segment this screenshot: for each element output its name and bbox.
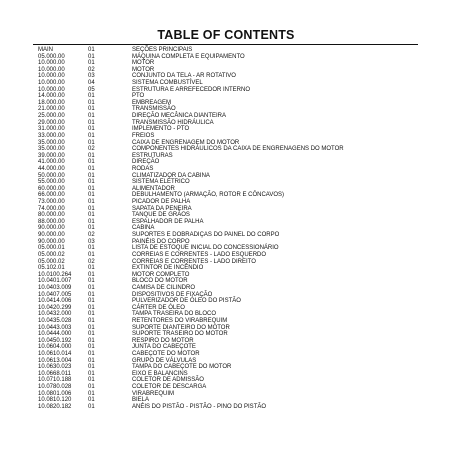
toc-row[interactable] bbox=[0, 318, 452, 325]
toc-row-code: 05.102.01 bbox=[38, 265, 65, 272]
toc-row[interactable] bbox=[0, 212, 452, 219]
toc-row-code: 35.000.00 bbox=[38, 139, 65, 146]
toc-row[interactable] bbox=[0, 344, 452, 351]
toc-row-section: 01 bbox=[88, 251, 95, 258]
toc-row-description: PULVERIZADOR DE ÓLEO DO PISTÃO bbox=[132, 298, 241, 305]
toc-row-code: 10.000.00 bbox=[38, 66, 65, 73]
toc-row-code: 60.000.00 bbox=[38, 185, 65, 192]
toc-row[interactable] bbox=[0, 358, 452, 365]
toc-row-code: 10.0432.000 bbox=[38, 311, 72, 318]
toc-row[interactable] bbox=[0, 166, 452, 173]
toc-row-description: DIREÇÃO MECÂNICA DIANTEIRA bbox=[132, 113, 227, 120]
toc-row-section: 01 bbox=[88, 47, 95, 53]
toc-row-section: 01 bbox=[88, 192, 95, 199]
toc-row-description: BIELA bbox=[132, 397, 150, 404]
toc-row-section: 01 bbox=[88, 298, 95, 305]
toc-row[interactable] bbox=[0, 60, 452, 67]
toc-row-code: 14.000.00 bbox=[38, 93, 65, 100]
toc-row[interactable] bbox=[0, 159, 452, 166]
toc-row-code: 10.0414.006 bbox=[38, 298, 72, 305]
toc-row-code: 66.000.00 bbox=[38, 192, 65, 199]
toc-row-section: 01 bbox=[88, 132, 95, 139]
toc-row-description: TANQUE DE GRÃOS bbox=[132, 212, 190, 219]
toc-row-code: 10.0820.182 bbox=[38, 403, 72, 410]
toc-row-description: COLETOR DE ADMISSÃO bbox=[132, 377, 204, 384]
toc-row-section: 01 bbox=[88, 93, 95, 100]
toc-row[interactable] bbox=[0, 384, 452, 391]
toc-row-code: 21.000.00 bbox=[38, 106, 65, 113]
toc-row[interactable] bbox=[0, 87, 452, 94]
toc-row-description: RODAS bbox=[132, 165, 154, 172]
toc-row-code: 31.000.00 bbox=[38, 126, 65, 133]
toc-row-section: 01 bbox=[88, 271, 95, 278]
toc-row-section: 01 bbox=[88, 304, 95, 311]
toc-row[interactable] bbox=[0, 351, 452, 358]
toc-row-code: 10.000.00 bbox=[38, 86, 65, 93]
toc-row-code: 90.000.00 bbox=[38, 238, 65, 245]
toc-row-code: 10.0100.264 bbox=[38, 271, 72, 278]
toc-row[interactable] bbox=[0, 113, 452, 120]
toc-row-description: MOTOR bbox=[132, 60, 155, 67]
toc-row-code: 29.000.00 bbox=[38, 119, 65, 126]
toc-row-description: IMPLEMENTO - PTO bbox=[132, 126, 190, 133]
toc-row[interactable] bbox=[0, 245, 452, 252]
toc-row[interactable] bbox=[0, 73, 452, 80]
toc-row-description: TAMPA TRASEIRA DO BLOCO bbox=[132, 311, 217, 318]
toc-row-code: 39.000.00 bbox=[38, 152, 65, 159]
toc-row[interactable] bbox=[0, 199, 452, 206]
toc-row-section: 02 bbox=[88, 146, 95, 153]
toc-row-description: CORREIAS E CORRENTES - LADO ESQUERDO bbox=[132, 251, 267, 258]
toc-row-code: 73.000.00 bbox=[38, 199, 65, 206]
toc-row-description: LISTA DE ESTOQUE INICIAL DO CONCESSIONÁRIO bbox=[132, 245, 279, 252]
toc-row-section: 01 bbox=[88, 152, 95, 159]
toc-row[interactable] bbox=[0, 192, 452, 199]
toc-row-section: 01 bbox=[88, 278, 95, 285]
toc-row-section: 01 bbox=[88, 119, 95, 126]
toc-row-section: 01 bbox=[88, 311, 95, 318]
toc-row-description: FREIOS bbox=[132, 132, 155, 139]
toc-row-description: DEBULHAMENTO (ARMAÇÃO, ROTOR E CÔNCAVOS) bbox=[132, 192, 285, 199]
toc-row[interactable] bbox=[0, 331, 452, 338]
toc-row-description: SUPORTE TRASEIRO DO MOTOR bbox=[132, 331, 228, 338]
toc-row-code: 10.0710.188 bbox=[38, 377, 72, 384]
title-divider bbox=[33, 44, 418, 45]
toc-row-section: 05 bbox=[88, 86, 95, 93]
toc-row-section: 01 bbox=[88, 139, 95, 146]
toc-row-code: 50.000.00 bbox=[38, 172, 65, 179]
toc-row-description: GRUPO DE VÁLVULAS bbox=[132, 357, 197, 364]
toc-row-description: SISTEMA ELÉTRICO bbox=[132, 179, 190, 186]
toc-row[interactable] bbox=[0, 364, 452, 371]
toc-row-section: 01 bbox=[88, 370, 95, 377]
toc-row-code: 10.0401.007 bbox=[38, 278, 72, 285]
toc-row-section: 02 bbox=[88, 66, 95, 73]
toc-row[interactable] bbox=[0, 252, 452, 259]
toc-row-description: SUPORTE DIANTEIRO DO MOTOR bbox=[132, 324, 230, 331]
toc-row[interactable] bbox=[0, 67, 452, 74]
toc-row-description: COMPONENTES HIDRÁULICOS DA CAIXA DE ENGRENAGENS DO MOTOR bbox=[132, 146, 344, 153]
toc-row-section: 01 bbox=[88, 245, 95, 252]
toc-row[interactable] bbox=[0, 285, 452, 292]
toc-row-description: BLOCO DO MOTOR bbox=[132, 278, 188, 285]
toc-row-code: 10.0443.003 bbox=[38, 324, 72, 331]
toc-row-description: PAINÉIS DO CORPO bbox=[132, 238, 190, 245]
toc-row-section: 01 bbox=[88, 99, 95, 106]
toc-row[interactable] bbox=[0, 371, 452, 378]
toc-row-description: CABEÇOTE DO MOTOR bbox=[132, 351, 200, 358]
toc-row-description: SUPORTES E DOBRADIÇAS DO PAINEL DO CORPO bbox=[132, 232, 280, 239]
toc-row-section: 01 bbox=[88, 324, 95, 331]
toc-row[interactable] bbox=[0, 173, 452, 180]
toc-row-code: 10.0450.192 bbox=[38, 337, 72, 344]
toc-row[interactable] bbox=[0, 298, 452, 305]
toc-row-description: MOTOR bbox=[132, 66, 155, 73]
toc-row-section: 01 bbox=[88, 384, 95, 391]
toc-row-description: MOTOR COMPLETO bbox=[132, 271, 190, 278]
toc-row-description: ALIMENTADOR bbox=[132, 185, 175, 192]
toc-row[interactable] bbox=[0, 404, 452, 411]
toc-row[interactable] bbox=[0, 219, 452, 226]
toc-row-code: 10.0810.120 bbox=[38, 397, 72, 404]
toc-row-code: 35.000.00 bbox=[38, 146, 65, 153]
toc-row-section: 01 bbox=[88, 159, 95, 166]
toc-row-code: 55.000.00 bbox=[38, 179, 65, 186]
toc-row[interactable] bbox=[0, 265, 452, 272]
toc-row-code: 90.000.00 bbox=[38, 225, 65, 232]
toc-row-description: EXTINTOR DE INCÊNDIO bbox=[132, 265, 204, 272]
page-title: TABLE OF CONTENTS bbox=[157, 28, 295, 42]
toc-row-section: 01 bbox=[88, 225, 95, 232]
toc-row-description: JUNTA DO CABEÇOTE bbox=[132, 344, 196, 351]
toc-row-description: CAMISA DE CILINDRO bbox=[132, 284, 196, 291]
toc-row-description: VIRABREQUIM bbox=[132, 390, 175, 397]
toc-row-code: 10.0668.011 bbox=[38, 370, 71, 377]
toc-row[interactable] bbox=[0, 133, 452, 140]
toc-row-code: 44.000.00 bbox=[38, 165, 65, 172]
toc-row-description: DIREÇÃO bbox=[132, 159, 160, 166]
toc-row-section: 01 bbox=[88, 106, 95, 113]
toc-row-code: 25.000.00 bbox=[38, 113, 65, 120]
toc-row-code: 41.000.00 bbox=[38, 159, 65, 166]
toc-row-code: 10.0610.014 bbox=[38, 351, 72, 358]
toc-row-section: 01 bbox=[88, 218, 95, 225]
toc-row-code: 05.000.01 bbox=[38, 245, 65, 252]
toc-row[interactable] bbox=[0, 232, 452, 239]
toc-row-description: DISPOSITIVOS DE FIXAÇÃO bbox=[132, 291, 213, 298]
toc-row[interactable] bbox=[0, 311, 452, 318]
toc-row-code: 05.000.00 bbox=[38, 53, 65, 60]
toc-row[interactable] bbox=[0, 146, 452, 153]
toc-row[interactable] bbox=[0, 272, 452, 279]
toc-row-code: 10.0613.004 bbox=[38, 357, 72, 364]
toc-row-section: 01 bbox=[88, 185, 95, 192]
toc-row-description: TRANSMISSÃO bbox=[132, 106, 176, 113]
toc-row-description: SEÇÕES PRINCIPAIS bbox=[132, 47, 193, 53]
toc-row-section: 01 bbox=[88, 344, 95, 351]
toc-row[interactable] bbox=[0, 47, 452, 54]
toc-row-code: 18.000.00 bbox=[38, 99, 65, 106]
toc-row-section: 01 bbox=[88, 165, 95, 172]
toc-row-description: ESPALHADOR DE PALHA bbox=[132, 218, 204, 225]
toc-row[interactable] bbox=[0, 325, 452, 332]
toc-row-description: ANÉIS DO PISTÃO - PISTÃO - PINO DO PISTÃO bbox=[132, 403, 267, 410]
toc-row-section: 01 bbox=[88, 364, 95, 371]
toc-row-section: 01 bbox=[88, 284, 95, 291]
toc-row-section: 01 bbox=[88, 126, 95, 133]
toc-row-section: 04 bbox=[88, 80, 95, 87]
toc-row-section: 01 bbox=[88, 60, 95, 67]
toc-row-code: 90.000.00 bbox=[38, 232, 65, 239]
toc-row-section: 01 bbox=[88, 212, 95, 219]
toc-row-description: RESPIRO DO MOTOR bbox=[132, 337, 194, 344]
toc-row[interactable] bbox=[0, 80, 452, 87]
toc-row[interactable] bbox=[0, 305, 452, 312]
toc-row-code: 10.0403.009 bbox=[38, 284, 72, 291]
toc-row-section: 01 bbox=[88, 265, 95, 272]
toc-row-section: 01 bbox=[88, 397, 95, 404]
toc-row-description: TRANSMISSÃO HIDRÁULICA bbox=[132, 119, 214, 126]
toc-row-code: 10.0604.000 bbox=[38, 344, 72, 351]
toc-row[interactable] bbox=[0, 106, 452, 113]
toc-row-section: 01 bbox=[88, 403, 95, 410]
toc-row-section: 01 bbox=[88, 53, 95, 60]
toc-row-section: 02 bbox=[88, 232, 95, 239]
toc-row-description: CABINA bbox=[132, 225, 155, 232]
toc-row-code: 10.0444.000 bbox=[38, 331, 72, 338]
toc-row-section: 01 bbox=[88, 337, 95, 344]
toc-row-code: 88.000.00 bbox=[38, 218, 65, 225]
toc-row-section: 01 bbox=[88, 199, 95, 206]
toc-row-description: ESTRUTURA E ARREFECEDOR INTERNO bbox=[132, 86, 251, 93]
toc-row-description: MÁQUINA COMPLETA E EQUIPAMENTO bbox=[132, 53, 245, 60]
toc-row-section: 01 bbox=[88, 351, 95, 358]
toc-row-code: 05.000.02 bbox=[38, 258, 65, 265]
toc-row-code: 10.0420.299 bbox=[38, 304, 72, 311]
toc-row[interactable] bbox=[0, 126, 452, 133]
toc-row-description: COLETOR DE DESCARGA bbox=[132, 384, 207, 391]
toc-row-code: 10.000.00 bbox=[38, 60, 65, 67]
toc-row-description: CORREIAS E CORRENTES - LADO DIREITO bbox=[132, 258, 256, 265]
toc-row-code: 10.0780.028 bbox=[38, 384, 72, 391]
toc-row-description: EIXO E BALANCINS bbox=[132, 370, 188, 377]
toc-row-code: 10.0435.028 bbox=[38, 317, 72, 324]
toc-row[interactable] bbox=[0, 179, 452, 186]
toc-row-section: 01 bbox=[88, 377, 95, 384]
toc-row-code: 05.000.02 bbox=[38, 251, 65, 258]
toc-row[interactable] bbox=[0, 120, 452, 127]
toc-row[interactable] bbox=[0, 54, 452, 61]
toc-row-description: ESTRUTURAS bbox=[132, 152, 173, 159]
toc-row-code: 80.000.00 bbox=[38, 212, 65, 219]
toc-row-description: CÁRTER DE ÓLEO bbox=[132, 304, 185, 311]
toc-row[interactable] bbox=[0, 338, 452, 345]
toc-row-code: 74.000.00 bbox=[38, 205, 65, 212]
toc-row[interactable] bbox=[0, 397, 452, 404]
toc-row-section: 01 bbox=[88, 179, 95, 186]
toc-row-code: 10.0801.006 bbox=[38, 390, 72, 397]
toc-row-section: 01 bbox=[88, 390, 95, 397]
toc-row-description: PICADOR DE PALHA bbox=[132, 199, 191, 206]
toc-row-code: 10.0407.005 bbox=[38, 291, 72, 298]
toc-row-description: CLIMATIZADOR DA CABINA bbox=[132, 172, 210, 179]
toc-row[interactable] bbox=[0, 100, 452, 107]
toc-row-section: 03 bbox=[88, 73, 95, 80]
toc-row-description: PTO bbox=[132, 93, 145, 100]
toc-row[interactable] bbox=[0, 93, 452, 100]
toc-row-description: SISTEMA COMBUSTÍVEL bbox=[132, 80, 203, 87]
toc-row-section: 01 bbox=[88, 291, 95, 298]
toc-row-code: 33.000.00 bbox=[38, 132, 65, 139]
toc-row-code: MAIN bbox=[38, 47, 53, 53]
toc-row[interactable] bbox=[0, 153, 452, 160]
toc-row-description: CONJUNTO DA TELA - AR ROTATIVO bbox=[132, 73, 236, 80]
toc-row-description: SAPATA DA PENEIRA bbox=[132, 205, 192, 212]
toc-row-description: EMBREAGEM bbox=[132, 99, 172, 106]
toc-row-section: 01 bbox=[88, 317, 95, 324]
toc-row-description: TAMPA DO CABEÇOTE DO MOTOR bbox=[132, 364, 232, 371]
toc-row[interactable] bbox=[0, 391, 452, 398]
toc-row-section: 03 bbox=[88, 238, 95, 245]
toc-list bbox=[0, 47, 452, 411]
toc-row[interactable] bbox=[0, 206, 452, 213]
toc-row[interactable] bbox=[0, 377, 452, 384]
toc-row[interactable] bbox=[0, 259, 452, 266]
toc-row-section: 02 bbox=[88, 258, 95, 265]
toc-row-section: 01 bbox=[88, 172, 95, 179]
toc-row-section: 01 bbox=[88, 205, 95, 212]
toc-row-code: 10.000.00 bbox=[38, 80, 65, 87]
toc-row-description: CAIXA DE ENGRENAGEM DO MOTOR bbox=[132, 139, 240, 146]
toc-row-section: 01 bbox=[88, 331, 95, 338]
toc-row-code: 10.0630.023 bbox=[38, 364, 72, 371]
toc-row-section: 01 bbox=[88, 113, 95, 120]
toc-row[interactable] bbox=[0, 225, 452, 232]
toc-row-section: 01 bbox=[88, 357, 95, 364]
toc-row[interactable] bbox=[0, 278, 452, 285]
toc-row-code: 10.000.00 bbox=[38, 73, 65, 80]
toc-row-description: RETENTORES DO VIRABREQUIM bbox=[132, 317, 228, 324]
